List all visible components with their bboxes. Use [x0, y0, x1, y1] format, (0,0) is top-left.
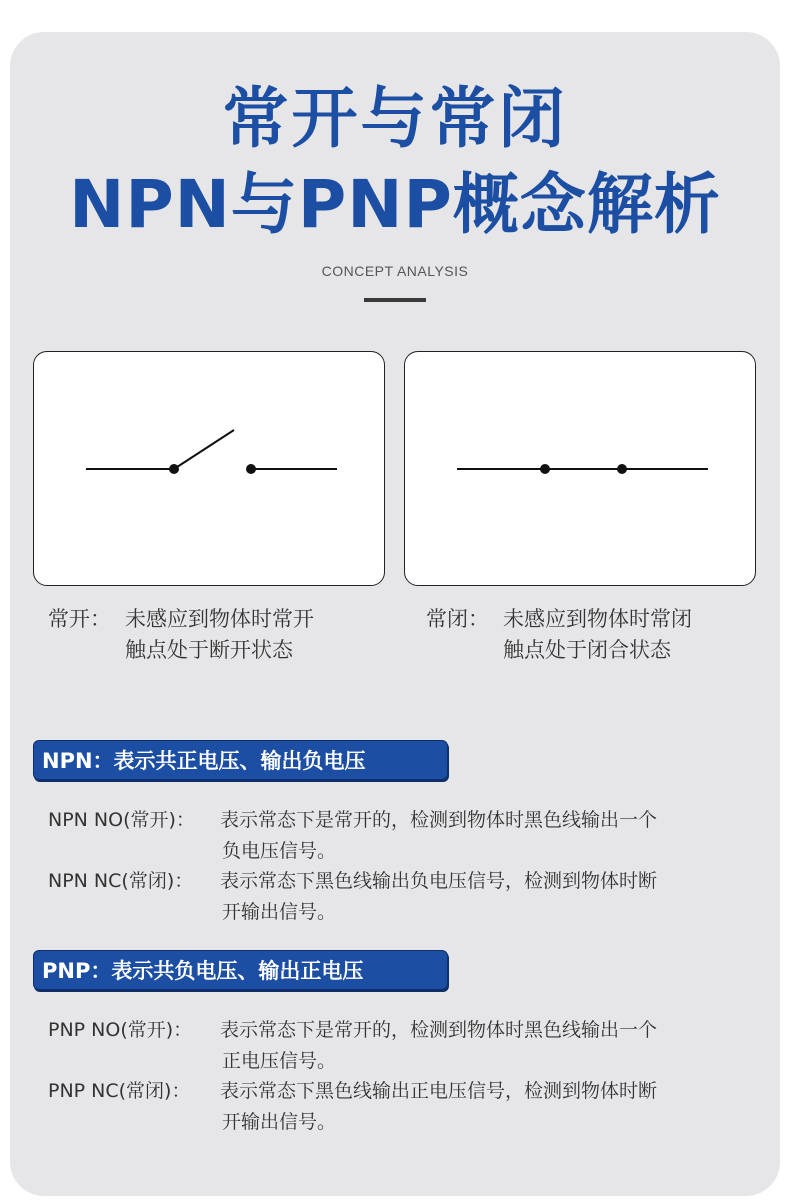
page-title-line1: 常开与常闭: [222, 80, 568, 157]
caption-line: 触点处于闭合状态: [503, 638, 671, 662]
normally-closed-diagram: [404, 351, 756, 586]
definition-label: NPN NO(常开)：: [48, 809, 195, 831]
definition-label: PNP NO(常开)：: [48, 1019, 193, 1041]
definition-label: PNP NC(常闭)：: [48, 1080, 191, 1102]
caption-label: 常闭：: [426, 607, 489, 631]
definition-text: 负电压信号。: [222, 840, 337, 862]
caption-line: 触点处于断开状态: [125, 638, 293, 662]
npn-heading: NPN：表示共正电压、输出负电压: [33, 740, 448, 780]
caption-label: 常开：: [48, 607, 111, 631]
definition-text: 开输出信号。: [222, 1111, 337, 1133]
definition-text: 正电压信号。: [222, 1050, 337, 1072]
definition-label: NPN NC(常闭)：: [48, 870, 194, 892]
definition-text: 开输出信号。: [222, 901, 337, 923]
definition-text: 表示常态下是常开的，检测到物体时黑色线输出一个: [220, 809, 658, 831]
caption-line: 未感应到物体时常闭: [503, 607, 692, 631]
open-switch-icon: [34, 352, 386, 587]
title-divider: [364, 298, 426, 302]
normally-open-diagram: [33, 351, 385, 586]
definition-text: 表示常态下是常开的，检测到物体时黑色线输出一个: [220, 1019, 658, 1041]
page-title-line2: NPN与PNP概念解析: [69, 166, 721, 243]
caption-line: 未感应到物体时常开: [125, 607, 314, 631]
page-subtitle: CONCEPT ANALYSIS: [321, 263, 469, 279]
definition-text: 表示常态下黑色线输出正电压信号，检测到物体时断: [220, 1080, 658, 1102]
pnp-heading: PNP：表示共负电压、输出正电压: [33, 950, 448, 990]
closed-switch-icon: [405, 352, 757, 587]
definition-text: 表示常态下黑色线输出负电压信号，检测到物体时断: [220, 870, 658, 892]
